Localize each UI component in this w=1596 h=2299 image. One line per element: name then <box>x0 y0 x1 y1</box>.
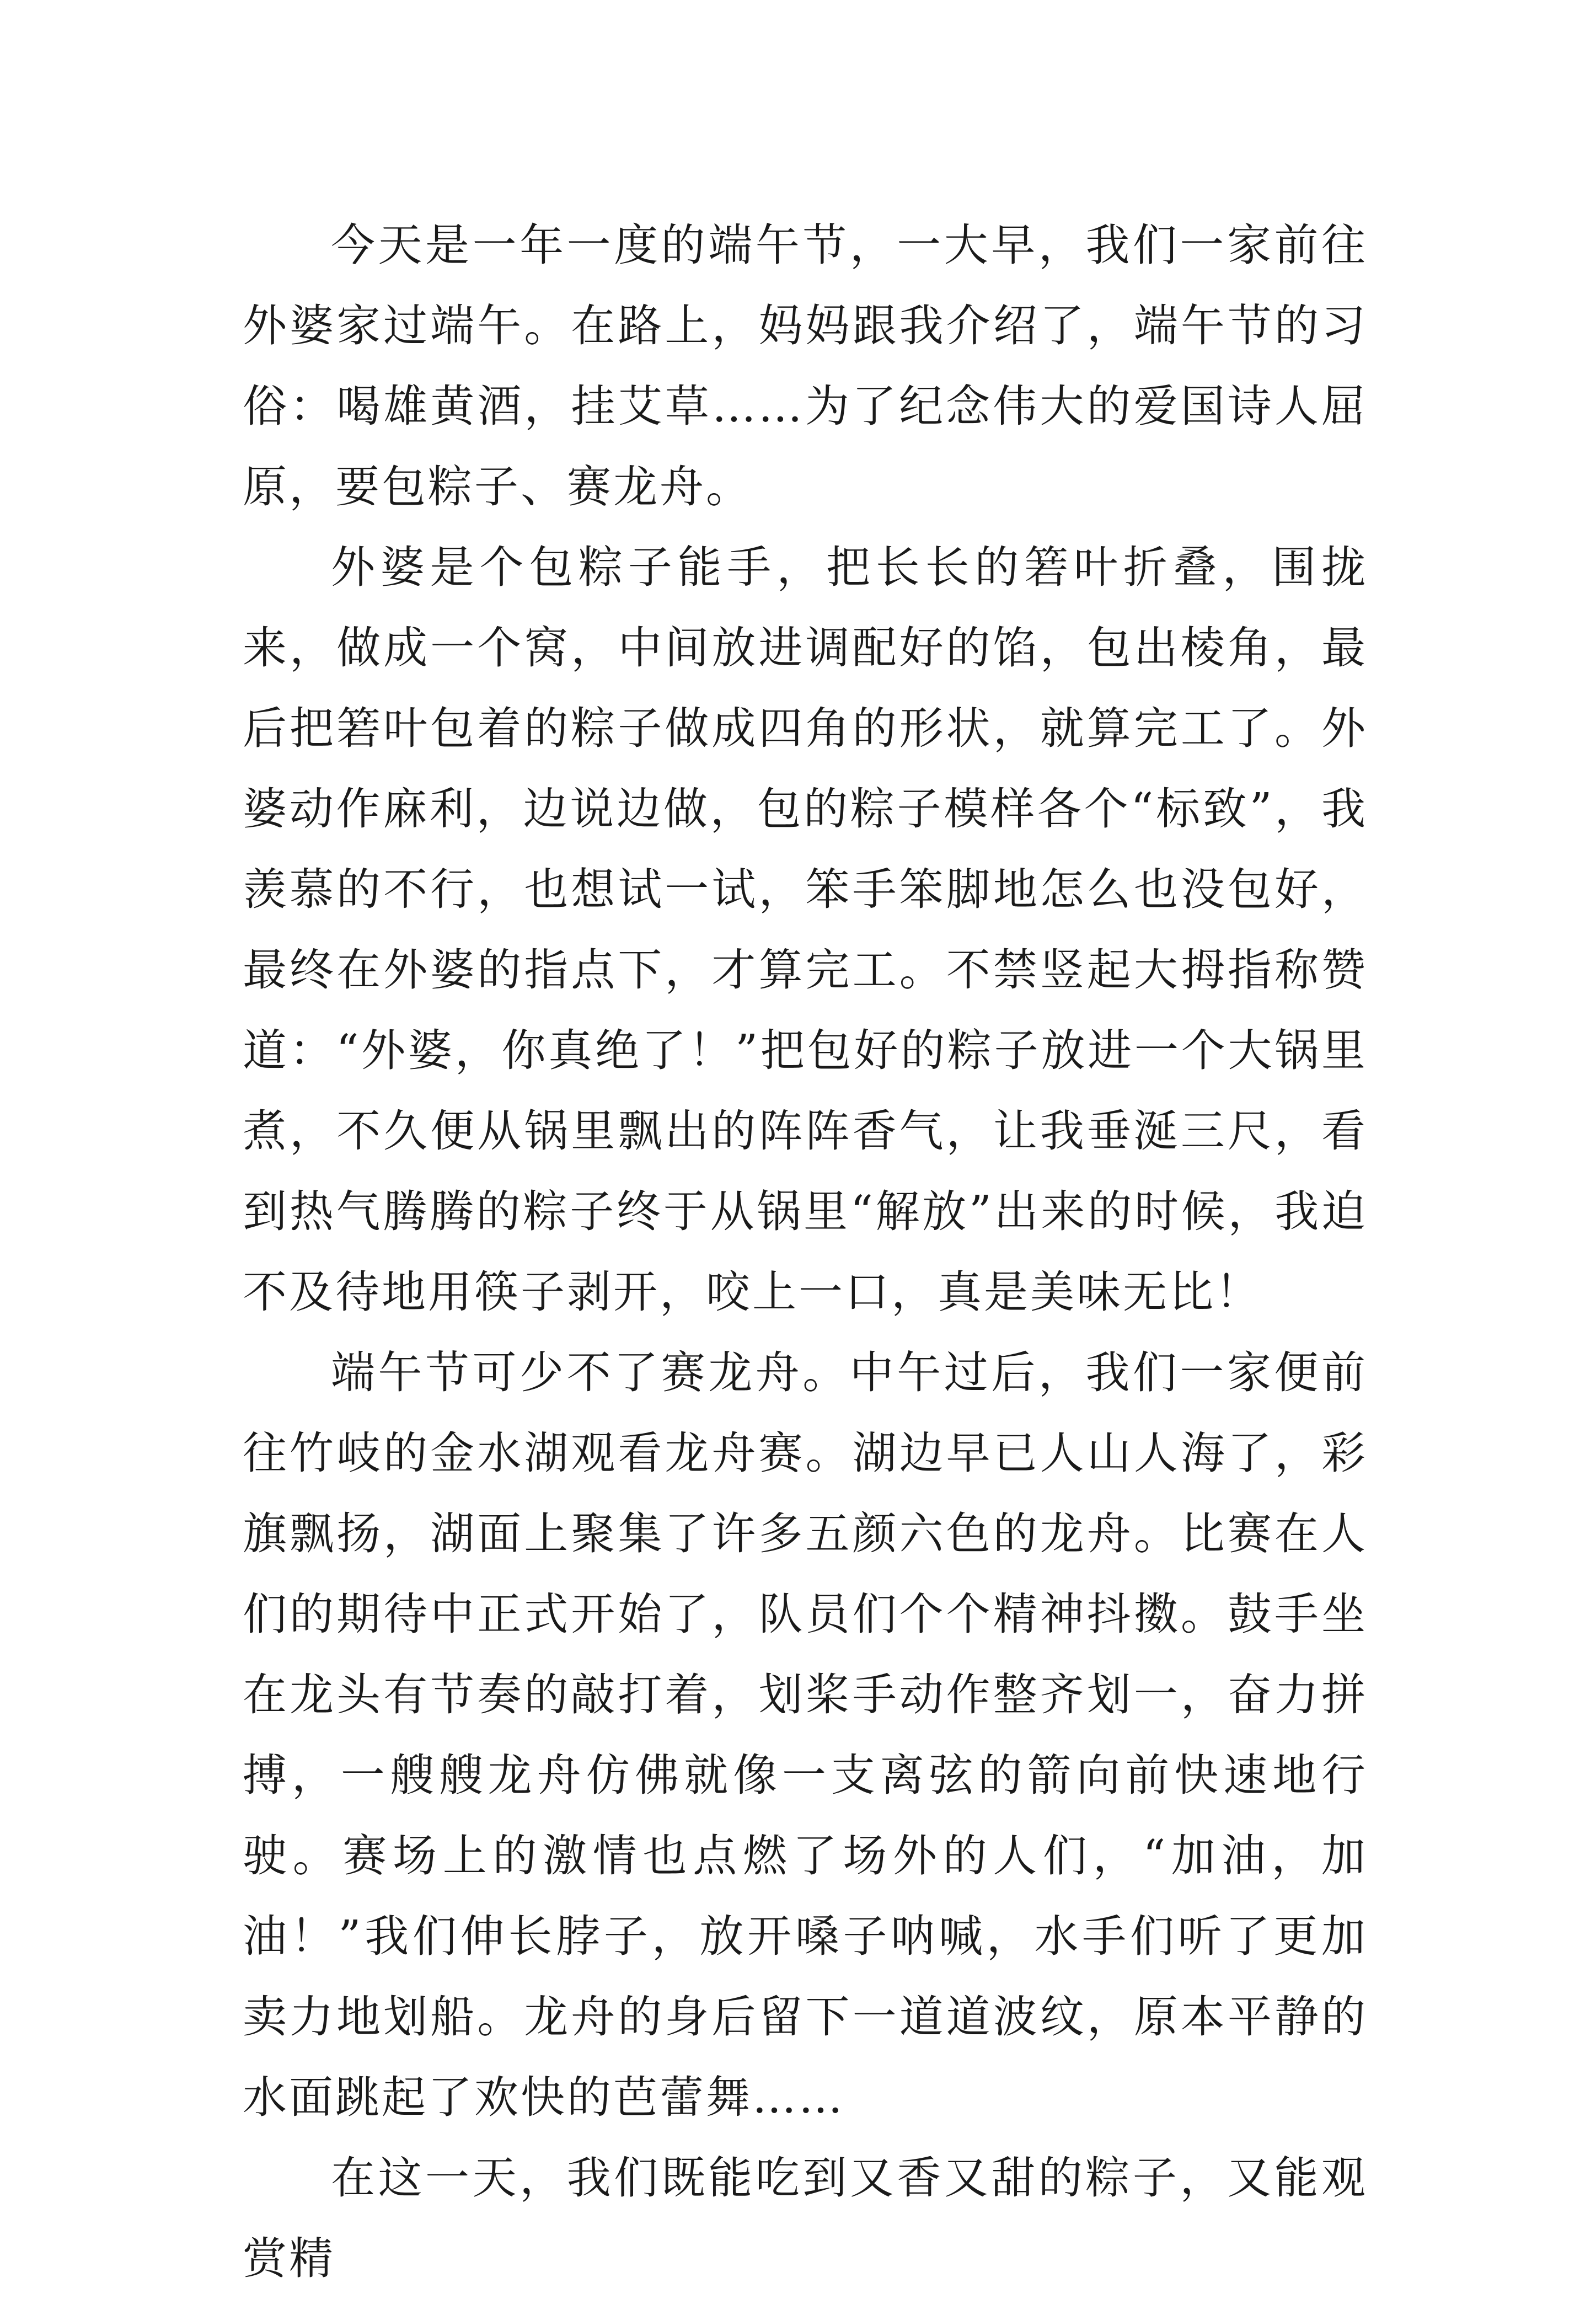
paragraph-3: 端午节可少不了赛龙舟。中午过后，我们一家便前往竹岐的金水湖观看龙舟赛。湖边早已人山人海了，彩旗飘扬，湖面上聚集了许多五颜六色的龙舟。比赛在人们的期待中正式开始了，队员们个个精神抖擞。鼓手坐在龙头有节奏的敲打着，划桨手动作整齐划一，奋力拼搏，一艘艘龙舟仿佛就像一支离弦的箭向前快速地行驶。赛场上的激情也点燃了场外的人们，“加油，加油！”我们伸长脖子，放开嗓子呐喊，水手们听了更加卖力地划船。龙舟的身后留下一道道波纹，原本平静的水面跳起了欢快的芭蕾舞…… <box>243 1347 1368 2123</box>
paragraph-4: 在这一天，我们既能吃到又香又甜的粽子，又能观赏精 <box>243 2152 1368 2284</box>
essay-body <box>243 205 1368 2299</box>
paragraph-1: 今天是一年一度的端午节，一大早，我们一家前往外婆家过端午。在路上，妈妈跟我介绍了，端午节的习俗：喝雄黄酒，挂艾草……为了纪念伟大的爱国诗人屈原，要包粽子、赛龙舟。 <box>243 220 1368 512</box>
paragraph-2: 外婆是个包粽子能手，把长长的箬叶折叠，围拢来，做成一个窝，中间放进调配好的馅，包出棱角，最后把箬叶包着的粽子做成四角的形状，就算完工了。外婆动作麻利，边说边做，包的粽子模样各个“标致”，我羡慕的不行，也想试一试，笨手笨脚地怎么也没包好，最终在外婆的指点下，才算完工。不禁竖起大拇指称赞道：“外婆，你真绝了！”把包好的粽子放进一个大锅里煮，不久便从锅里飘出的阵阵香气，让我垂涎三尺，看到热气腾腾的粽子终于从锅里“解放”出来的时候，我迫不及待地用筷子剥开，咬上一口，真是美味无比！ <box>243 542 1368 1318</box>
